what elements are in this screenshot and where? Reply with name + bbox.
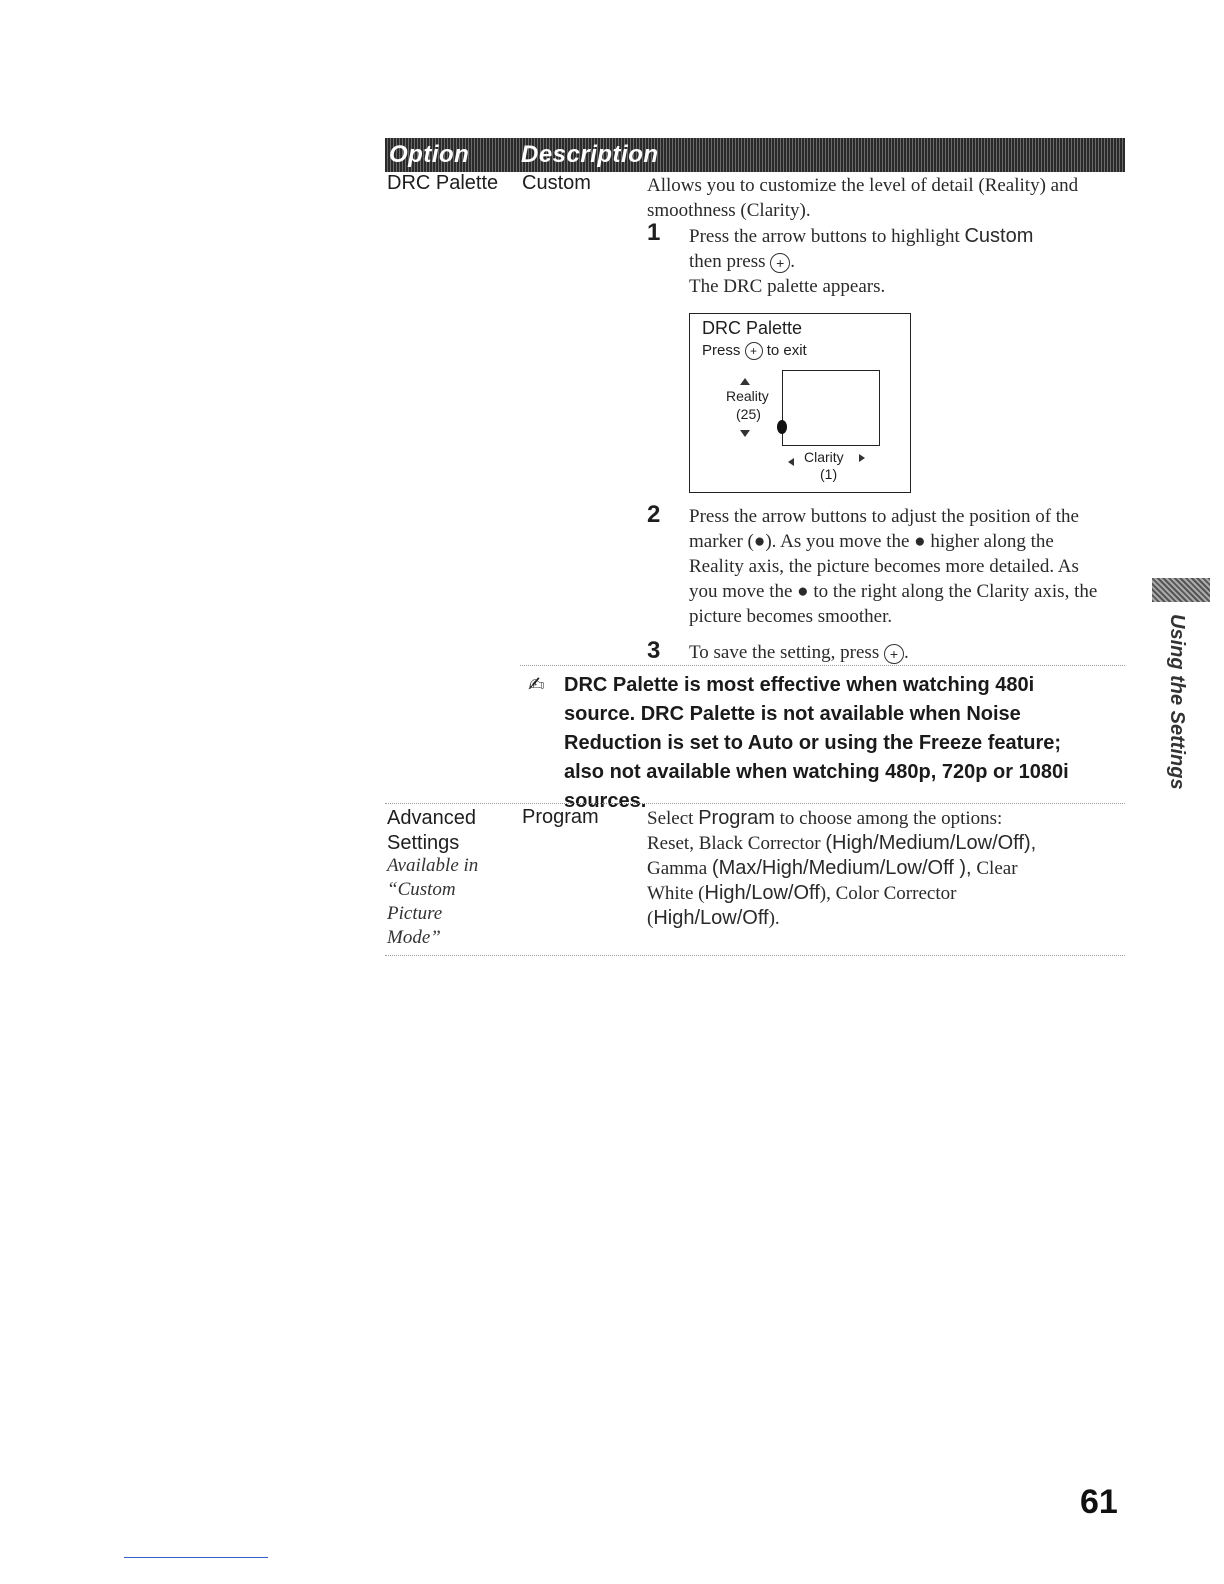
enter-button-icon: +	[884, 644, 904, 664]
availability-line: Mode”	[387, 927, 441, 948]
desc-values: (High/Medium/Low/Off),	[825, 832, 1037, 854]
page-number: 61	[1080, 1483, 1118, 1521]
step-3-number: 3	[647, 637, 661, 664]
left-arrow-icon	[788, 458, 794, 466]
desc-text: Gamma	[647, 858, 708, 879]
drc-palette-exit-hint	[702, 342, 807, 360]
step-3-text	[689, 640, 1109, 665]
side-tab-label	[1164, 614, 1188, 810]
option-drc-palette: DRC Palette	[387, 172, 499, 194]
option-advanced-line1: Advanced	[387, 807, 476, 829]
clarity-value: (1)	[820, 466, 838, 482]
drc-to-exit-text: to exit	[766, 342, 807, 359]
availability-line: Available in	[387, 855, 479, 876]
drc-press-text: Press	[702, 342, 741, 359]
step-1-period: .	[790, 251, 796, 272]
step-3-text-a: To save the setting, press	[689, 642, 880, 663]
step-1-text	[689, 224, 1119, 299]
table-header	[385, 138, 1125, 172]
drc-palette-title: DRC Palette	[702, 318, 803, 338]
desc-values: High/Low/Off	[704, 882, 820, 904]
desc-values: High/Low/Off	[653, 907, 769, 929]
reality-value: (25)	[736, 406, 761, 422]
option-advanced-line2: Settings	[387, 832, 460, 854]
up-arrow-icon	[740, 378, 750, 385]
drc-palette-illustration	[689, 313, 911, 493]
row-divider	[385, 803, 1125, 804]
side-tab-marker	[1152, 578, 1210, 602]
desc-text: Reset, Black Corrector	[647, 833, 821, 854]
step-1-text-a: Press the arrow buttons to highlight	[689, 226, 960, 247]
desc-text: to choose among the options:	[779, 808, 1003, 829]
desc-program: Program	[698, 807, 775, 829]
note-text: DRC Palette is most effective when watching 480i source. DRC Palette is not available when Noise Reduction is set to Auto or using the Freeze feature; also not available when watching 480p, 720p or 1080i sources.	[564, 674, 1069, 812]
down-arrow-icon	[740, 430, 750, 437]
desc-text: (	[647, 908, 654, 929]
step-1-result: The DRC palette appears.	[689, 276, 886, 297]
table-bottom-divider	[385, 955, 1125, 956]
desc-text: White (	[647, 883, 705, 904]
step-1-custom: Custom	[964, 225, 1034, 247]
desc-values: (Max/High/Medium/Low/Off ),	[711, 857, 972, 879]
right-arrow-icon	[859, 454, 865, 462]
availability-line: Picture	[387, 903, 443, 924]
step-3-period: .	[903, 642, 909, 663]
desc-text: ).	[768, 908, 780, 929]
step-2-text: Press the arrow buttons to adjust the position of the marker (●). As you move the ● higher along the Reality axis, the picture becomes more detailed. As you move the ● to the right along the Clarity axis, the picture becomes smoother.	[689, 506, 1098, 627]
drc-intro: Allows you to customize the level of detail (Reality) and smoothness (Clarity).	[647, 175, 1079, 221]
note-pencil-icon: ✍	[528, 672, 545, 696]
side-tab-text: Using the Settings	[1166, 614, 1188, 790]
sub-option-custom: Custom	[522, 172, 591, 194]
step-1-number: 1	[647, 219, 661, 246]
footer-line	[124, 1557, 268, 1558]
sub-option-program: Program	[522, 806, 599, 828]
option-advanced-settings	[387, 806, 476, 856]
desc-text: Clear	[976, 858, 1018, 879]
clarity-label: Clarity	[804, 449, 844, 465]
header-description: Description	[521, 141, 659, 168]
desc-text: Select	[647, 808, 694, 829]
program-description	[647, 806, 1117, 931]
desc-text: ), Color Corrector	[819, 883, 957, 904]
enter-button-icon: +	[745, 342, 763, 360]
marker-dot-icon	[777, 420, 787, 434]
header-option: Option	[389, 141, 470, 168]
reality-label: Reality	[726, 388, 769, 404]
step-2-number: 2	[647, 501, 661, 528]
enter-button-icon: +	[770, 253, 790, 273]
availability-note	[387, 854, 478, 950]
note-box	[520, 665, 1125, 812]
drc-plot-area	[782, 370, 880, 446]
step-1-text-c: then press	[689, 251, 766, 272]
availability-line: “Custom	[387, 879, 456, 900]
